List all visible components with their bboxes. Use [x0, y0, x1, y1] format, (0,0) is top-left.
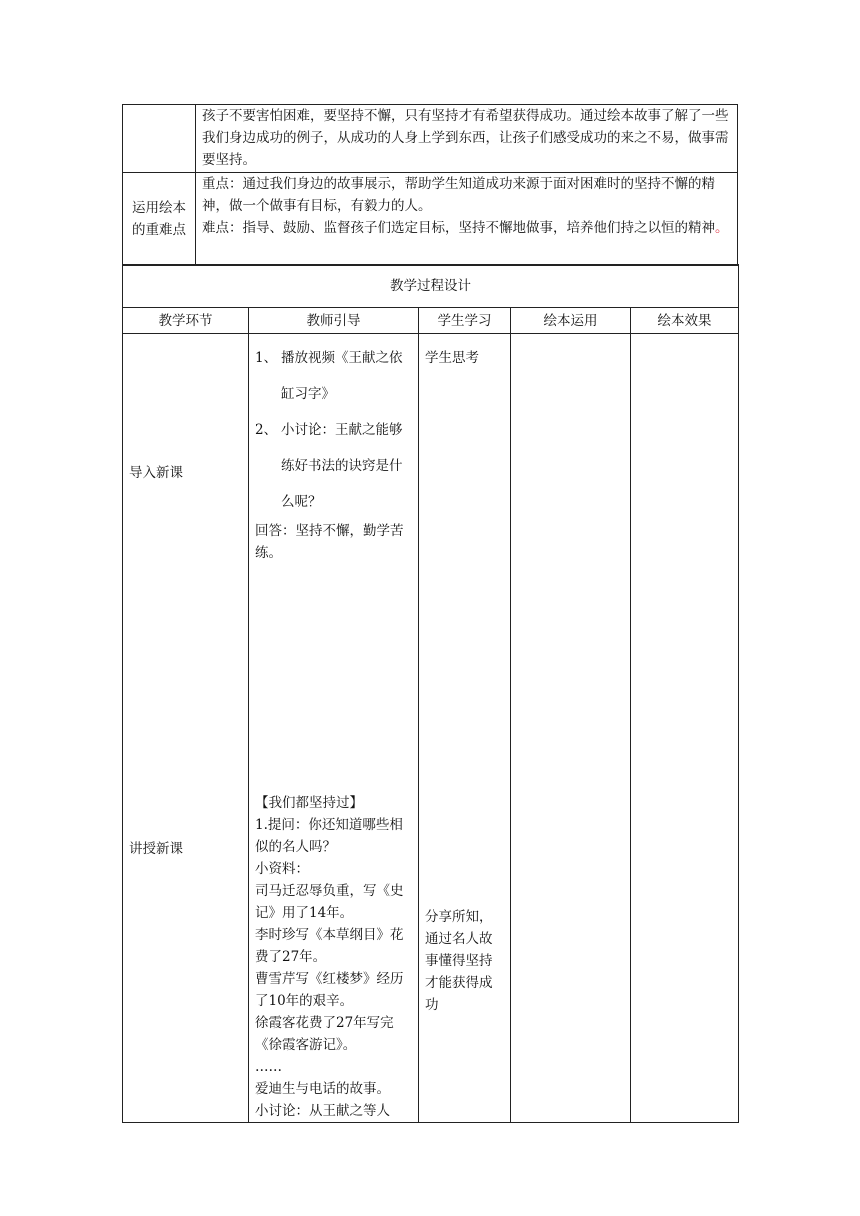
stage-intro: 导入新课	[129, 465, 183, 481]
stage-lesson: 讲授新课	[129, 841, 183, 857]
header-book-use: 绘本运用	[511, 308, 631, 334]
lesson-line-4: 李时珍写《本草纲目》花费了27年。	[255, 927, 404, 965]
lesson-line-2: 小资料：	[255, 861, 309, 877]
intro-item-2: 2、 小讨论：王献之能够练好书法的诀窍是什么呢？	[255, 422, 403, 510]
lesson-line-3: 司马迁忍辱负重，写《史记》用了14年。	[255, 883, 404, 921]
stage-cell	[123, 334, 249, 1123]
book-effect-cell	[631, 334, 739, 1123]
lesson-student: 分享所知，通过名人故事懂得坚持才能获得成功	[425, 909, 493, 1013]
header-stage: 教学环节	[123, 308, 249, 334]
lesson-line-0: 【我们都坚持过】	[255, 795, 363, 811]
header-book-effect: 绘本效果	[631, 308, 739, 334]
process-table	[122, 264, 739, 1123]
goal-continuation: 孩子不要害怕困难，要坚持不懈，只有坚持才有希望获得成功。通过绘本故事了解了一些我们身边成功的例子，从成功的人身上学到东西，让孩子们感受成功的来之不易，做事需要坚持。	[196, 105, 738, 173]
intro-answer: 回答：坚持不懈，勤学苦练。	[255, 523, 404, 561]
process-title: 教学过程设计	[123, 265, 739, 308]
book-use-cell	[511, 334, 631, 1123]
empty-label-cell	[123, 105, 196, 173]
header-student: 学生学习	[419, 308, 511, 334]
objectives-table	[122, 104, 738, 266]
lesson-line-9: 小讨论：从王献之等人	[255, 1103, 390, 1119]
lesson-line-8: 爱迪生与电话的故事。	[255, 1081, 390, 1097]
lesson-line-5: 曹雪芹写《红楼梦》经历了10年的艰辛。	[255, 971, 404, 1009]
intro-item-1: 1、 播放视频《王献之依缸习字》	[255, 350, 403, 402]
difficulty-end-mark: 。	[715, 220, 729, 236]
header-teacher: 教师引导	[249, 308, 419, 334]
lesson-line-1: 1.提问：你还知道哪些相似的名人吗？	[255, 817, 403, 855]
lesson-line-7: ……	[255, 1059, 282, 1075]
difficulty-text: 难点：指导、鼓励、监督孩子们选定目标，坚持不懈地做事，培养他们持之以恒的精神。	[202, 220, 729, 236]
intro-student: 学生思考	[425, 350, 479, 366]
focus-text: 重点：通过我们身边的故事展示，帮助学生知道成功来源于面对困难时的坚持不懈的精神，做一个做事有目标，有毅力的人。	[202, 176, 715, 214]
student-cell	[419, 334, 511, 1123]
lesson-line-6: 徐霞客花费了27年写完《徐霞客游记》。	[255, 1015, 394, 1053]
keypoints-cell	[196, 173, 738, 266]
teacher-cell	[249, 334, 419, 1123]
keypoints-label: 运用绘本的重难点	[123, 173, 196, 266]
